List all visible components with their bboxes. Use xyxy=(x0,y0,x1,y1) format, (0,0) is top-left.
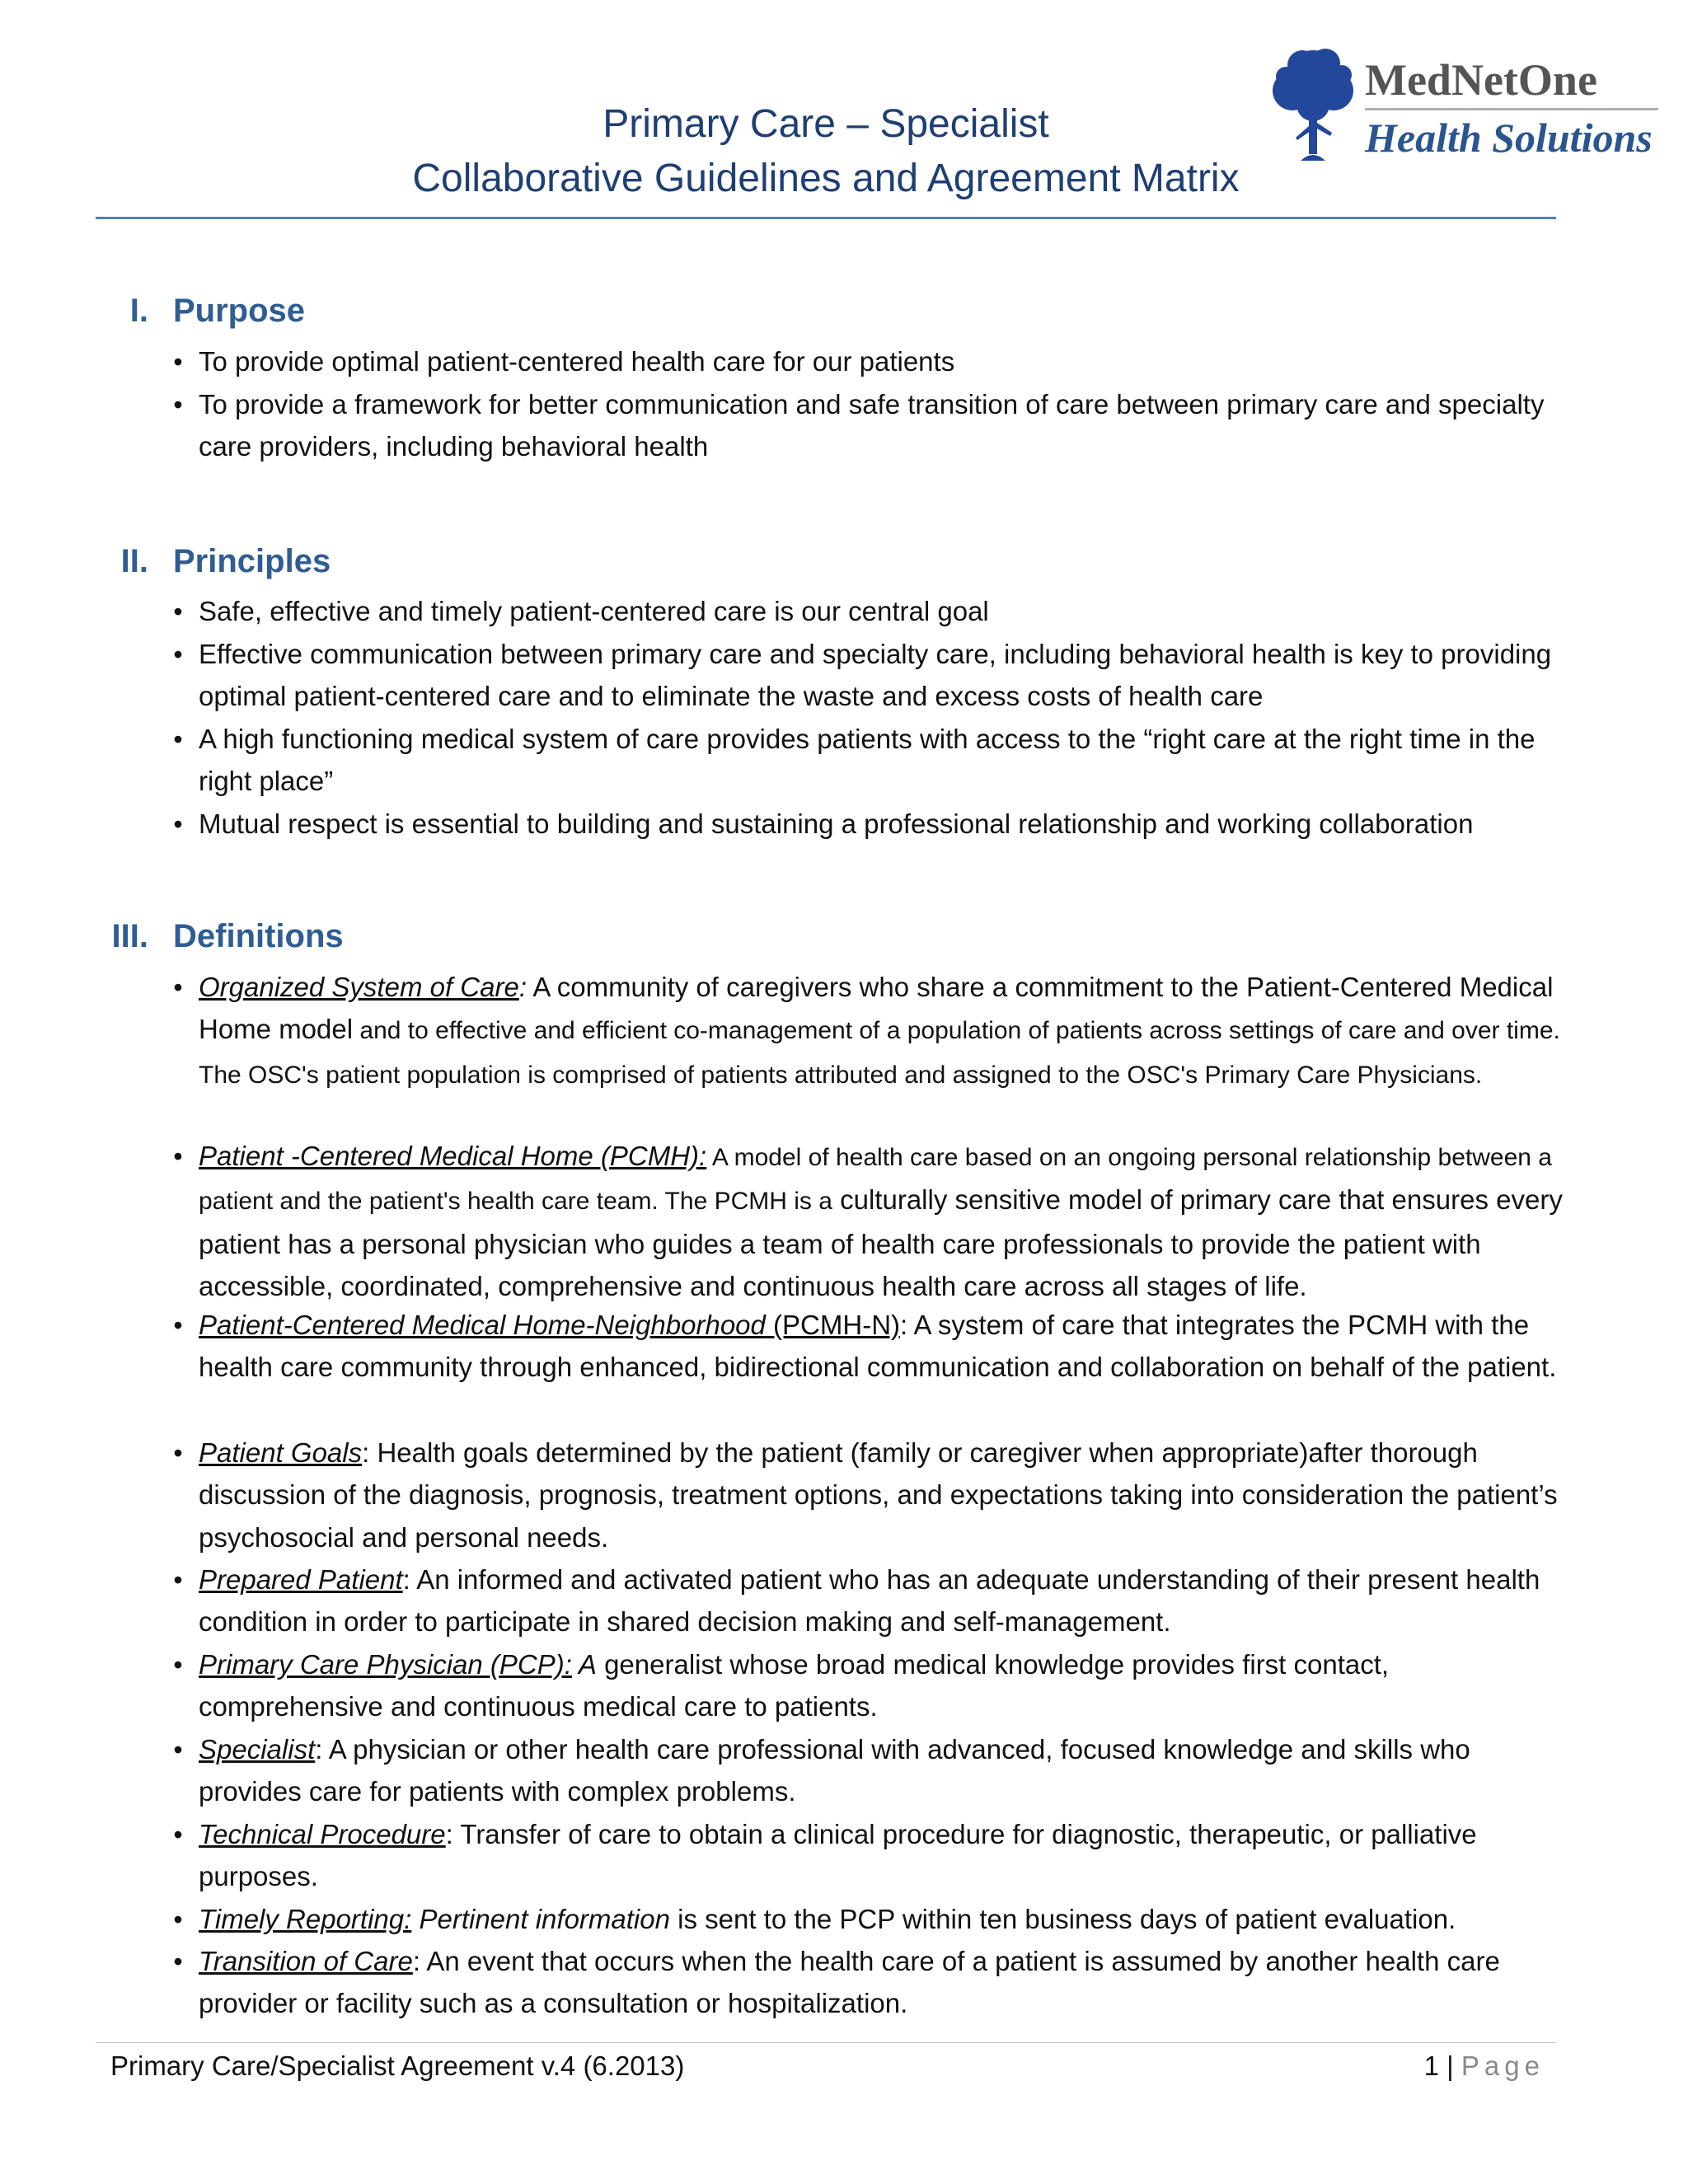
definition-item: Prepared Patient: An informed and activated patient who has an adequate understanding of their present health condition in order to participate in shared decision making and self-management. xyxy=(199,1564,1540,1638)
definition-item: Transition of Care: An event that occurs when the health care of a patient is assumed by another health care provider or facility such as a consultation or hospitalization. xyxy=(199,1946,1500,2019)
bullet-icon: • xyxy=(173,1735,183,1765)
definition-term: Organized System of Care xyxy=(199,972,519,1002)
bullet-icon: • xyxy=(173,1310,183,1340)
logo-tagline: Health Solutions xyxy=(1365,115,1653,161)
list-item: To provide a framework for better communication and safe transition of care between primary care and specialty care providers, including behavioral health xyxy=(199,389,1545,462)
bullet-icon: • xyxy=(173,390,183,419)
definition-text: An event that occurs when the health care of a patient is assumed by another health care provider or facility such as a consultation or hospitalization. xyxy=(199,1946,1500,2019)
definition-item: Timely Reporting: Pertinent information is sent to the PCP within ten business days of patient evaluation. xyxy=(199,1904,1456,1934)
page-separator: | xyxy=(1447,2050,1454,2081)
page-number: 1 xyxy=(1423,2050,1439,2081)
bullet-icon: • xyxy=(173,972,183,1002)
definition-text: A community of caregivers who share a commitment to the Patient-Centered Medical Home model xyxy=(199,972,1554,1045)
definition-item: Specialist: A physician or other health care professional with advanced, focused knowledge and skills who provides care for patients with complex problems. xyxy=(199,1734,1470,1807)
header-divider xyxy=(96,217,1556,219)
definition-term: Timely Reporting: xyxy=(199,1904,412,1934)
section-title: Purpose xyxy=(173,293,306,329)
definition-term: Patient -Centered Medical Home (PCMH): xyxy=(199,1141,707,1171)
section-number: III. xyxy=(111,918,148,954)
definition-text: Health goals determined by the patient (family or caregiver when appropriate)after thorough discussion of the diagnosis, prognosis, treatment options, and expectations taking into consideration the patient’s psychosocial and personal needs. xyxy=(199,1437,1558,1553)
definition-term: Primary Care Physician (PCP): xyxy=(199,1649,572,1680)
list-item: Safe, effective and timely patient-centered care is our central goal xyxy=(199,596,989,626)
title-line-1: Primary Care – Specialist xyxy=(603,102,1049,146)
list-item: A high functioning medical system of care provides patients with access to the “right care at the right time in the right place” xyxy=(199,724,1536,797)
title-line-2: Collaborative Guidelines and Agreement Matrix xyxy=(412,157,1240,200)
definition-term: Technical Procedure xyxy=(199,1819,446,1849)
definition-abbr: (PCMH-N) xyxy=(765,1310,901,1340)
bullet-icon: • xyxy=(173,809,183,839)
bullet-icon: • xyxy=(173,1820,183,1849)
page-label: Page xyxy=(1461,2050,1545,2081)
logo-divider xyxy=(1365,108,1658,110)
bullet-icon: • xyxy=(173,1947,183,1976)
bullet-icon: • xyxy=(173,1565,183,1595)
bullet-icon: • xyxy=(173,1905,183,1934)
section-number: I. xyxy=(129,293,148,329)
bullet-icon: • xyxy=(173,640,183,669)
definition-text: A model of health care based on an ongoing personal relationship between a patient and the patient's health care team. The PCMH is a xyxy=(199,1144,1552,1216)
definition-text: An informed and activated patient who has an adequate understanding of their present health condition in order to participate in shared decision making and self-management. xyxy=(199,1564,1540,1638)
definition-term: Specialist xyxy=(199,1734,316,1765)
definition-text: culturally sensitive model of primary care that ensures every patient has a personal physician who guides a team of health care professionals to provide the patient with accessible, coordinated, comprehensive and continuous health care across all stages of life. xyxy=(199,1184,1563,1301)
bullet-icon: • xyxy=(173,1438,183,1468)
definition-term: Patient-Centered Medical Home-Neighborhood xyxy=(199,1310,766,1340)
section-title: Principles xyxy=(173,543,331,579)
definition-text: is sent to the PCP within ten business days of patient evaluation. xyxy=(669,1904,1456,1934)
definition-item: Patient Goals: Health goals determined by the patient (family or caregiver when appropriate)after thorough discussion of the diagnosis, prognosis, treatment options, and expectations taking into consideration the patient’s psychosocial and personal needs. xyxy=(199,1437,1558,1553)
list-item: Effective communication between primary care and specialty care, including behavioral health is key to providing optimal patient-centered care and to eliminate the waste and excess costs of health care xyxy=(199,639,1552,712)
definition-text: : A system of care that integrates the PCMH with the health care community through enhanced, bidirectional communication and collaboration on behalf of the patient. xyxy=(199,1310,1557,1383)
bullet-icon: • xyxy=(173,347,183,377)
bullet-icon: • xyxy=(173,597,183,626)
logo-brand-name: MedNetOne xyxy=(1365,55,1597,105)
footer-page-number xyxy=(1424,2046,1545,2087)
section-number: II. xyxy=(120,543,148,579)
footer-divider xyxy=(96,2042,1556,2043)
definition-term: Prepared Patient xyxy=(199,1564,403,1595)
bullet-icon: • xyxy=(173,724,183,754)
definition-text: Transfer of care to obtain a clinical procedure for diagnostic, therapeutic, or palliative purposes. xyxy=(199,1819,1477,1892)
tree-icon xyxy=(1268,45,1358,169)
definition-term: Transition of Care xyxy=(199,1946,413,1976)
mednetone-logo xyxy=(1268,45,1663,169)
definition-item: Technical Procedure: Transfer of care to obtain a clinical procedure for diagnostic, therapeutic, or palliative purposes. xyxy=(199,1819,1477,1892)
definition-item: Organized System of Care: A community of caregivers who share a commitment to the Patient-Centered Medical Home model and to effective and efficient co-management of a population of patients across settings of care and over time. The OSC's patient population is comprised of patients attributed and assigned to the OSC's Primary Care Physicians. xyxy=(199,972,1560,1089)
list-item: Mutual respect is essential to building and sustaining a professional relationship and working collaboration xyxy=(199,808,1474,839)
footer-document-version: Primary Care/Specialist Agreement v.4 (6.2013) xyxy=(110,2050,685,2081)
definition-item: Primary Care Physician (PCP): A generalist whose broad medical knowledge provides first contact, comprehensive and continuous medical care to patients. xyxy=(199,1649,1390,1722)
section-title: Definitions xyxy=(173,918,344,954)
bullet-icon: • xyxy=(173,1141,183,1171)
definition-text: and to effective and efficient co-management of a population of patients across settings of care and over time. The OSC's patient population is comprised of patients attributed and assigned to the OSC's Primary Care Physicians. xyxy=(199,1017,1560,1089)
definition-item xyxy=(199,1135,1567,1307)
list-item: To provide optimal patient-centered health care for our patients xyxy=(199,346,955,377)
definition-item xyxy=(199,1304,1567,1389)
bullet-icon: • xyxy=(173,1650,183,1680)
definition-text: A physician or other health care professional with advanced, focused knowledge and skills who provides care for patients with complex problems. xyxy=(199,1734,1470,1807)
definition-text: generalist whose broad medical knowledge provides first contact, comprehensive and continuous medical care to patients. xyxy=(199,1649,1390,1722)
definition-term: Patient Goals xyxy=(199,1437,363,1468)
